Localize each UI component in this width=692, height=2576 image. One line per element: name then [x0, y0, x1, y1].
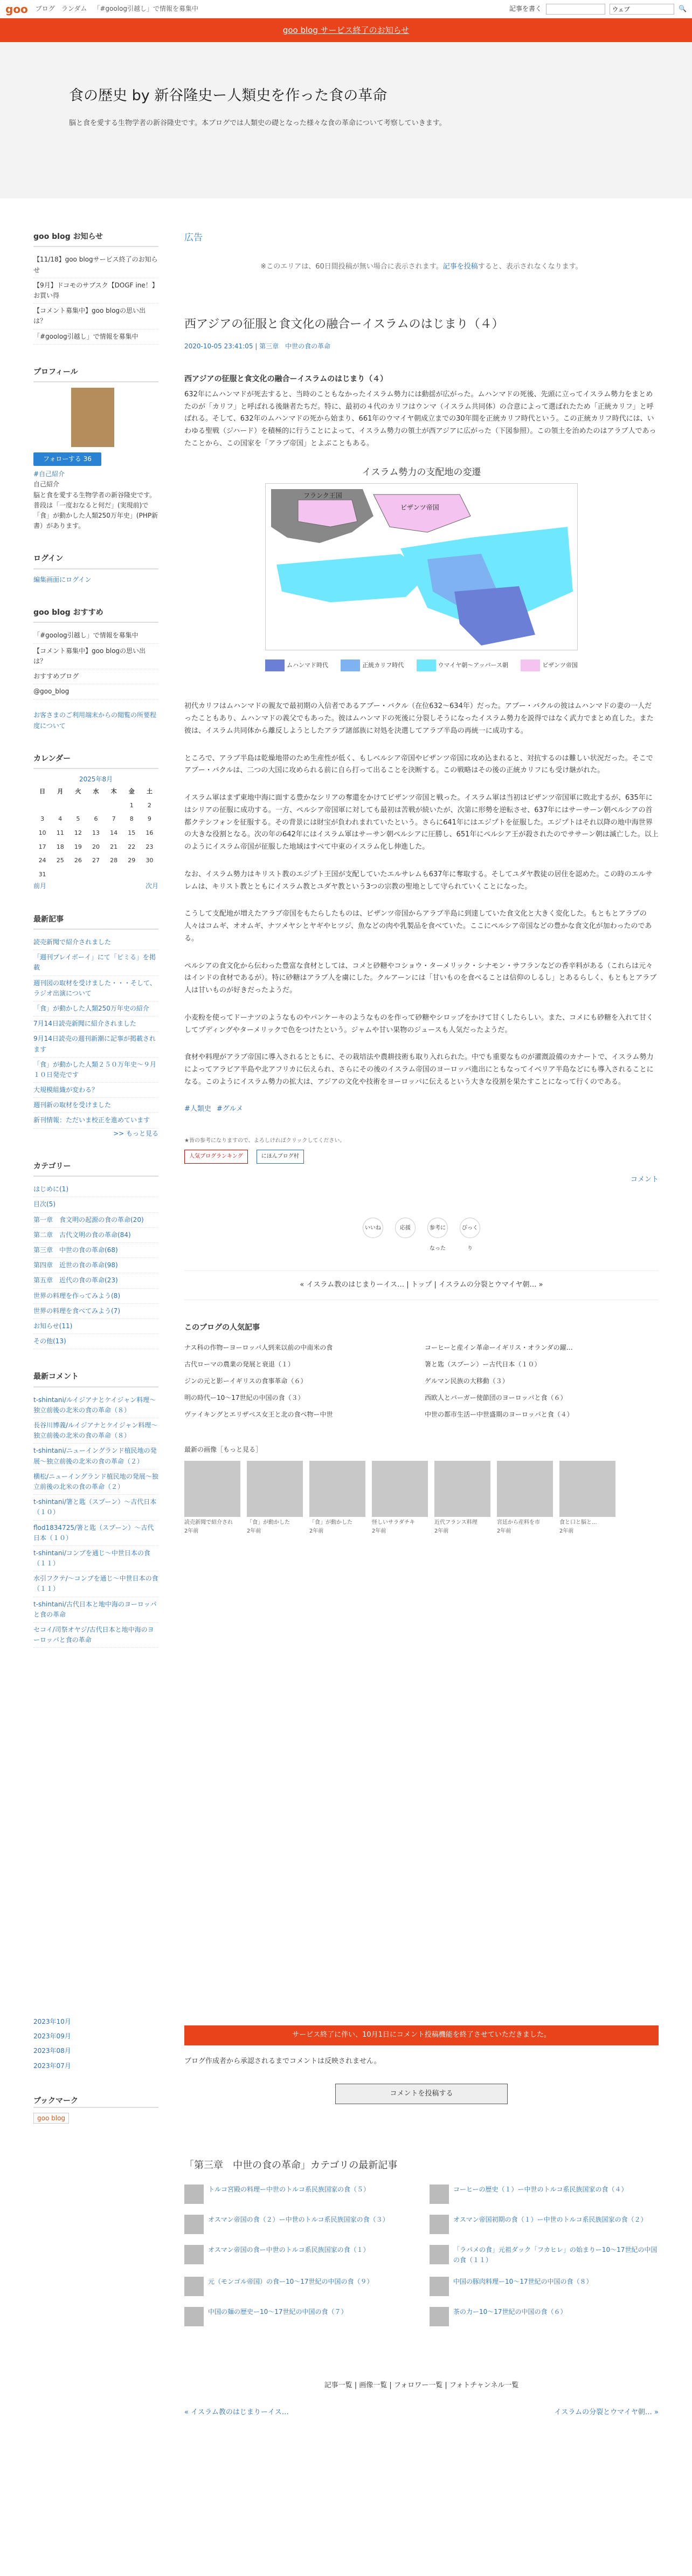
cal-day: 26 [74, 857, 82, 864]
cal-day: 4 [58, 815, 63, 823]
cal-head: 火 [75, 788, 81, 795]
cal-head: 月 [57, 788, 64, 795]
comment-item[interactable]: 横松/ニューイングランド植民地の発展～独立前後の北米の食の革命（２） [33, 1469, 158, 1495]
comments-section [33, 1371, 158, 1648]
photo-thumb[interactable] [497, 1461, 553, 1536]
cal-day: 15 [128, 829, 136, 837]
article-date: 2020-10-05 23:41:05 [184, 342, 253, 351]
photo-thumb[interactable] [184, 1461, 240, 1536]
category-latest-link[interactable]: コーヒーの歴史（１）ー中世のトルコ系民族国家の食（４） [453, 2186, 628, 2194]
tag-link[interactable]: #人類史 [184, 1104, 211, 1113]
islam-territory-map [265, 483, 578, 650]
follow-count: 36 [83, 455, 92, 463]
article-paragraph: 食材や料理がアラブ帝国に導入されるとともに、その栽培法や農耕技術も取り入れられた。中でも重要なものが灌漑設備のカナートで、イスラム勢力によってアラビア半島や北アフリカに伝えられ、さらにその後のイスラム帝国のヨーロッパ進出にともなってイベリア半島などにも導入されることになる。このようにイスラム勢力の拡大は、アジアの文化や技術をヨーロッパに伝えるという大きな役割を果たすことになって行くのである。 [184, 1053, 654, 1086]
recent-item[interactable]: 大規模組織が変わる？ [33, 1083, 158, 1098]
cal-day: 8 [129, 815, 134, 823]
popular-item[interactable]: 古代ローマの農業の発展と衰退（１） [184, 1360, 295, 1368]
notice-item[interactable]: 【11/18】goo blogサービス終了のお知らせ [33, 252, 158, 278]
category-latest-item[interactable] [184, 2245, 413, 2265]
cal-day [105, 799, 123, 813]
cal-day [69, 868, 87, 882]
legend-item [417, 660, 508, 671]
comment-item[interactable]: t-shintani/ルイジアナとケイジャン料理～独立前後の北米の食の革命（８） [33, 1393, 158, 1418]
bookmark-link[interactable]: goo blog [33, 2113, 69, 2124]
popular-item[interactable]: 明の時代ー10〜17世紀の中国の食（３） [184, 1394, 305, 1402]
popular-item[interactable]: ジンの元と影ーイギリスの食事革命（６） [184, 1377, 307, 1385]
recommend-item[interactable]: 【コメント募集中】goo blogの思い出は？ [33, 644, 158, 669]
cal-day: 11 [56, 829, 64, 837]
ad-label: 広告 [184, 232, 203, 243]
recommend-note[interactable]: お客さまのご利用端末からの閲覧の所要程度について [33, 711, 157, 730]
photo-caption: 宮廷から産料を市 [497, 1519, 540, 1526]
photo-image [309, 1461, 365, 1517]
rank-banner-2[interactable]: にほんブログ村 [257, 1150, 304, 1164]
map-legend [265, 660, 578, 671]
legend-item [341, 660, 404, 671]
ad-note-text: ※このエリアは、60日間投稿が無い場合に表示されます。 [260, 263, 443, 271]
category-latest-link[interactable]: 茶の力ー10〜17世紀の中国の食（６） [453, 2307, 567, 2316]
profile-text: 脳と食を愛する生物学者の新谷隆史です。普段は「一度おなると何だ」(実現前)で「食」が動かした人類250万年史」(PHP新書）があります。 [33, 491, 158, 530]
photo-image [497, 1461, 553, 1517]
comment-item[interactable]: 長谷川博義/ルイジアナとケイジャン料理～独立前後の北米の食の革命（８） [33, 1418, 158, 1444]
comment-main [184, 2004, 659, 2419]
banner-text[interactable]: goo blog サービス終了のお知らせ [282, 25, 410, 35]
photo-date: 2年前 [497, 1528, 511, 1534]
photo-caption: 食と口と脳と... [559, 1519, 597, 1526]
cal-day: 12 [74, 829, 82, 837]
photo-thumb[interactable] [309, 1461, 365, 1536]
notice-heading: goo blog お知らせ [33, 231, 158, 247]
cal-day: 29 [128, 857, 136, 864]
photo-thumb[interactable] [372, 1461, 428, 1536]
cal-day: 1 [129, 801, 134, 809]
thumb-image [184, 2307, 204, 2326]
cal-day: 5 [76, 815, 80, 823]
calendar-table [33, 785, 158, 881]
archive-item[interactable]: 2023年10月 [33, 2018, 71, 2025]
top-link-goolog[interactable]: 「#goolog引越し」で情報を募集中 [93, 4, 198, 12]
photo-image [559, 1461, 615, 1517]
notice-section [33, 231, 158, 345]
top-bar [0, 0, 692, 18]
legend-label: 正統カリフ時代 [362, 662, 404, 669]
cal-day: 24 [38, 857, 46, 864]
legend-label: ビザンツ帝国 [542, 662, 578, 669]
thumb-image [430, 2245, 449, 2264]
calendar-prev[interactable]: 前月 [33, 882, 47, 890]
category-latest-link[interactable]: オスマン帝国の食ー中世のトルコ系民族国家の食（１） [208, 2246, 370, 2254]
search-scope-select[interactable] [610, 4, 674, 15]
category-item[interactable]: 第四章 近世の食の革命(98) [33, 1258, 158, 1273]
comment-item[interactable]: t-shintani/コンブを通じ～中世日本の食（１１） [33, 1546, 158, 1571]
article-meta: 2020-10-05 23:41:05 | 第三章 中世の食の革命 [184, 342, 331, 351]
next-article-link[interactable]: イスラムの分裂とウマイヤ朝… » [554, 2408, 659, 2417]
calendar-section [33, 753, 158, 892]
article-paragraph: 632年にムハンマドが死去すると、当時のこともなかったイスラム勢力には動揺が広がった。ムハンマドの死後、先頭に立ってイスラム勢力をまとめたのが「カリフ」と呼ばれる後継者たちだ。特に、最初の４代のカリフはウンマ（イスラム共同体）の合意によって選ばれたため「正統カリフ」と呼ばれる。そして、632年のムハンマドの死から始まり、661年のウマイヤ朝成立までの30年間を正統カリフ時代という。この正統カリフ時代には、いわゆる聖戦（ジハード）を積極的に行うことによって、イスラム勢力の領土が西アジアに広がった（下図参照）。この領土を治めたのはアラブ人であったことから、この国家を「アラブ帝国」とよぶこともある。 [184, 390, 656, 448]
legend-item [521, 660, 578, 671]
calendar-next[interactable]: 次月 [145, 882, 158, 890]
comment-approval-note: ブログ作成者から承認されるまでコメントは反映されません。 [184, 2057, 381, 2065]
comment-item[interactable]: t-shintani/古代日本と地中海のヨーロッパと食の革命 [33, 1597, 158, 1623]
photo-image [184, 1461, 240, 1517]
calendar-nav [33, 881, 158, 891]
top-link-blog[interactable]: ブログ [35, 4, 55, 12]
category-item[interactable]: 世界の料理を食べてみよう(7) [33, 1304, 158, 1319]
profile-name: 自己紹介 [33, 480, 60, 489]
category-item[interactable]: はじめに(1) [33, 1182, 158, 1197]
popular-item[interactable]: 箸と匙（スプーン）ー古代日本（１０） [425, 1360, 541, 1368]
map-figure [265, 465, 578, 672]
rank-banner-1[interactable]: 人気ブログランキング [184, 1150, 248, 1164]
category-latest-item[interactable] [430, 2307, 659, 2326]
blog-description: 脳と食を愛する生物学者の新谷隆史です。本ブログでは人類史の礎となった様々な食の革命について考察していきます。 [69, 119, 446, 128]
goo-logo[interactable]: goo [5, 2, 28, 16]
article-paragraph: ペルシアの食文化から伝わった豊富な食材としては、コメと砂糖やコショウ・ターメリック・シナモン・サフランなどの香辛料がある（これらは元々はインドの食材であるが）。特に砂糖はアラブ人を虜にした。クルアーンには「甘いものを食べることは信仰のしるし」とあるらしく、もともとアラブ人は甘いものが好きだったようだ。 [184, 961, 657, 995]
ad-note [184, 262, 659, 273]
profile-link[interactable]: #自己紹介 [33, 470, 65, 478]
category-latest-item[interactable] [184, 2307, 413, 2326]
photo-thumb[interactable] [247, 1461, 303, 1536]
recommend-item[interactable]: @goo_blog [33, 684, 158, 699]
login-heading: ログイン [33, 553, 158, 569]
comment-item[interactable]: 水引フクテ/～コンブを通じ～中世日本の食（１１） [33, 1571, 158, 1597]
category-latest-item[interactable] [430, 2277, 659, 2296]
popular-item[interactable]: ナス科の作物ーヨーロッパ人到来以前の中南米の食 [184, 1343, 333, 1351]
comment-area [0, 2004, 692, 2576]
legend-item [265, 660, 328, 671]
reaction-like[interactable]: いいね [363, 1218, 383, 1238]
category-latest-link[interactable]: オスマン帝国初期の食（１）ー中世のトルコ系民族国家の食（２） [453, 2216, 647, 2224]
recent-heading: 最新記事 [33, 913, 158, 930]
comment-item[interactable]: t-shintani/箸と匙（スプーン）～古代日本（１０） [33, 1495, 158, 1520]
map-label-frank: フランク王国 [303, 491, 342, 499]
reaction-helpful[interactable]: 参考になった [427, 1218, 448, 1238]
cal-head: 金 [128, 788, 135, 795]
cal-day [105, 868, 123, 882]
recommend-item[interactable]: おすすめブログ [33, 669, 158, 684]
cal-day: 13 [92, 829, 100, 837]
follow-label: フォローする [43, 455, 81, 463]
content-area [0, 198, 692, 2005]
service-end-banner[interactable] [0, 18, 692, 42]
photo-caption: 「食」が動かした [247, 1519, 290, 1526]
cal-day: 25 [56, 857, 64, 864]
blog-header [0, 42, 692, 198]
cal-day: 20 [92, 843, 100, 850]
article-title[interactable]: 西アジアの征服と食文化の融合ーイスラムのはじまり（４） [184, 317, 504, 331]
sidebar [33, 231, 158, 1670]
cal-day: 3 [40, 815, 45, 823]
bookmark-heading: ブックマーク [33, 2095, 158, 2108]
recent-item[interactable]: 「食」が動かした人類２５０万年史～９月１０日発売です [33, 1057, 158, 1083]
notice-item[interactable]: 「#goolog引越し」で情報を募集中 [33, 329, 158, 345]
rank-banners [184, 1150, 659, 1164]
cal-day: 7 [112, 815, 116, 823]
category-latest-link[interactable]: 中国の麺の歴史ー10〜17世紀の中国の食（７） [208, 2307, 348, 2316]
cal-day: 9 [147, 815, 151, 823]
article-paragraph: ところで、アラブ半島は乾燥地帯のため生産性が低く、もしベルシア帝国やビザンツ帝国に攻め込まれると、対抗するのは難しい状況だった。そこでアブー・バクルは、二つの大国に攻められる前に自ら打って出ることを決断する。この戦略はその後の正統カリフにも受け継がれた。 [184, 754, 653, 775]
cal-day: 17 [38, 843, 46, 850]
recent-item[interactable]: 9月14日読売の週刊新潮に記事が掲載されます [33, 1032, 158, 1057]
ad-note-link[interactable]: 記事を投稿 [442, 263, 478, 271]
reaction-cheer[interactable]: 応援 [395, 1218, 416, 1238]
avatar[interactable] [71, 388, 114, 447]
category-latest-link[interactable]: オスマン帝国の食（２）ー中世のトルコ系民族国家の食（３） [208, 2216, 389, 2224]
category-item[interactable]: 第三章 中世の食の革命(68) [33, 1243, 158, 1258]
recent-item[interactable]: 新刊情報：ただいま校正を進めています [33, 1113, 158, 1128]
top-link-random[interactable]: ランダム [61, 4, 87, 12]
cal-day: 18 [56, 843, 64, 850]
cal-head: 日 [39, 788, 46, 795]
thumb-image [430, 2215, 449, 2234]
recent-section [33, 913, 158, 1139]
archive-item[interactable]: 2023年07月 [33, 2062, 71, 2070]
article-paragraph: なお、イスラム勢力はキリスト教のエジプト王国が支配していたエルサレムも637年に奪取する。そしてユダヤ教徒の居住を認めた。この時のエルサレムは、キリスト教とともにイスラム教とユダヤ教という3つの宗教の聖地として守られていくことになった。 [184, 870, 653, 891]
photo-caption: 怪しいサラダチキ [372, 1519, 415, 1526]
popular-item[interactable]: ゲルマン民族の大移動（３） [425, 1377, 509, 1385]
photo-date: 2年前 [434, 1528, 449, 1534]
article-subhead: 西アジアの征服と食文化の融合ーイスラムのはじまり（４） [184, 375, 388, 384]
ad-note-text: すると、表示されなくなります。 [478, 263, 583, 271]
main-column [184, 231, 659, 1536]
comment-item[interactable]: t-shintani/ニューイングランド植民地の発展～独立前後の北米の食の革命（２） [33, 1444, 158, 1469]
photo-date: 2年前 [559, 1528, 574, 1534]
photo-thumb[interactable] [434, 1461, 490, 1536]
category-latest-heading: 「第三章 中世の食の革命」カテゴリの最新記事 [184, 2160, 398, 2172]
cal-day: 21 [110, 843, 118, 850]
thumb-image [430, 2185, 449, 2204]
archive-item[interactable]: 2023年09月 [33, 2032, 71, 2041]
thumb-image [184, 2215, 204, 2234]
blog-title[interactable]: 食の歴史 by 新谷隆史ー人類史を作った食の革命 [69, 87, 387, 104]
article-category[interactable]: 第三章 中世の食の革命 [259, 342, 331, 351]
recommend-heading: goo blog おすすめ [33, 607, 158, 623]
cal-day: 2 [147, 801, 151, 809]
notice-item[interactable]: 【コメント募集中】goo blogの思い出は？ [33, 304, 158, 329]
cal-day [33, 799, 51, 813]
more-link[interactable]: >> もっと見る [113, 1129, 158, 1137]
photo-date: 2年前 [372, 1528, 386, 1534]
recommend-item[interactable]: 「#goolog引越し」で情報を募集中 [33, 628, 158, 643]
thumb-image [184, 2185, 204, 2204]
cal-day: 31 [38, 870, 46, 878]
category-item[interactable]: 世界の料理を作ってみよう(8) [33, 1289, 158, 1304]
photo-strip [184, 1461, 659, 1536]
photo-caption: 「食」が動かした [309, 1519, 352, 1526]
photo-date: 2年前 [247, 1528, 261, 1534]
article-paragraph: 小麦粉を使ってドーナツのようなものやパンケーキのようなものを作って砂糖やシロップをかけて甘くしたらしい。また、コメにも砂糖を入れて甘くしてプディングやターメリックで色をつけたという。ジャムや甘い果物のジュースも人気だったようだ。 [184, 1013, 654, 1034]
cal-head: 水 [93, 788, 99, 795]
comment-closed-notice: サービス終了に伴い、10月1日にコメント投稿機能を終了させていただきました。 [184, 2025, 659, 2045]
category-latest-item[interactable] [184, 2277, 413, 2296]
comment-item[interactable]: セコイ/司祭オヤジ/古代日本と地中海のヨーロッパと食の革命 [33, 1623, 158, 1648]
photo-caption: 近代フランス料理 [434, 1519, 478, 1526]
article-pager[interactable]: « イスラム教のはじまりーイス… | トップ | イスラムの分裂とウマイヤ朝… » [184, 1270, 659, 1300]
cal-day: 16 [146, 829, 154, 837]
recent-item[interactable]: 読売新聞で紹介されました [33, 935, 158, 950]
legend-label: ウマイヤ朝〜アッバース朝 [438, 662, 508, 669]
sidebar-lower [33, 2004, 158, 2124]
category-item[interactable]: 第五章 近代の食の革命(23) [33, 1273, 158, 1288]
cal-day: 23 [146, 843, 154, 850]
category-item[interactable]: 第一章 食文明の起源の食の革命(20) [33, 1213, 158, 1228]
cal-day [51, 868, 69, 882]
search-icon[interactable]: 🔍 [679, 4, 687, 12]
top-right [509, 4, 687, 15]
category-latest-list [184, 2185, 659, 2326]
cal-head: 木 [110, 788, 117, 795]
cal-day [87, 868, 105, 882]
cal-day [51, 799, 69, 813]
bottom-pager [184, 2407, 659, 2419]
category-latest-item[interactable] [184, 2185, 413, 2204]
comment-item[interactable]: flod1834725/箸と匙（スプーン）～古代日本（１０） [33, 1521, 158, 1546]
reaction-surprise[interactable]: びっくり [460, 1218, 480, 1238]
category-item[interactable]: お知らせ(11) [33, 1319, 158, 1334]
photo-caption: 読売新聞で紹介され [184, 1519, 233, 1526]
photo-date: 2年前 [184, 1528, 199, 1534]
category-latest-item[interactable] [430, 2245, 659, 2265]
category-item[interactable]: その他(13) [33, 1334, 158, 1349]
login-link[interactable]: 編集画面にログイン [33, 575, 92, 583]
rank-note: ★皆の参考になりますので、よろしければクリックしてください。 [184, 1137, 345, 1144]
cal-day [123, 868, 141, 882]
category-item[interactable]: 第二章 古代文明の食の革命(84) [33, 1228, 158, 1243]
category-latest [184, 2158, 659, 2326]
popular-item[interactable]: 中世の都市生活ー中世盛期のヨーロッパと食（４） [425, 1411, 573, 1419]
popular-item[interactable]: ヴァイキングとエリザベス女王と北の食べ物ー中世 [184, 1411, 333, 1419]
category-section [33, 1160, 158, 1349]
thumb-image [184, 2277, 204, 2296]
legend-label: ムハンマド時代 [287, 662, 328, 669]
tag-list [184, 1104, 659, 1115]
calendar-heading: カレンダー [33, 753, 158, 769]
category-latest-item[interactable] [430, 2185, 659, 2204]
category-latest-item[interactable] [184, 2215, 413, 2234]
cal-day: 14 [110, 829, 118, 837]
recent-item[interactable]: 「食」が動かした人類250万年史の紹介 [33, 1001, 158, 1016]
cal-day: 6 [94, 815, 98, 823]
follow-button[interactable] [33, 452, 101, 466]
search-input[interactable] [546, 4, 605, 15]
cal-day: 19 [74, 843, 82, 850]
popular-heading: このブログの人気記事 [184, 1323, 260, 1332]
recent-item[interactable]: 週刊新の取材を受けました [33, 1098, 158, 1113]
photos-heading: 最新の画像［もっと見る］ [184, 1446, 262, 1454]
cal-day: 10 [38, 829, 46, 837]
article-paragraph: イスラム軍はまず東地中海に面する豊かなシリアの奪還をかけてビザンツ帝国と戦った。イスラム軍は当初はビザンツ帝国軍に敗北するが、635年にはシリアの征服に成功する。一方、ペルシア帝国軍に対しても最初は苦戦が続いたが、次第に形勢を逆転させ、637年にはサーサーン朝ペルシアの首都クテシフォンを征服する。その背景には財宝が負われまれていたという。さらに641年にはエジプトを征服した。エジプトはそれ以降の地中海世界の大きな役割となる。次の年の642年にはイスラム軍はサーサン朝ペルシアに圧勝し、651年にペルシア王が殺されたのでササーン朝は滅亡した。以上のようにイスラム帝国が征服した地域はすべて中東のイスラム化し伸進した。 [184, 794, 659, 851]
map-label-byzantine: ビザンツ帝国 [400, 503, 439, 511]
photo-thumb[interactable] [559, 1461, 615, 1536]
thumb-image [430, 2277, 449, 2296]
article-body [184, 373, 659, 1088]
archive-item[interactable]: 2023年08月 [33, 2047, 71, 2055]
prev-article-link[interactable]: « イスラム教のはじまりーイス… [184, 2408, 289, 2417]
tag-link[interactable]: #グルメ [216, 1104, 244, 1113]
cal-day: 28 [110, 857, 118, 864]
category-heading: カテゴリー [33, 1160, 158, 1177]
cal-day [69, 799, 87, 813]
recent-item[interactable]: 週刊図の取材を受けました・・・そして、ラジオ出演について [33, 976, 158, 1001]
map-title: イスラム勢力の支配地の変遷 [362, 466, 481, 478]
cal-day: 22 [128, 843, 136, 850]
reaction-bar [184, 1218, 659, 1252]
category-latest-link[interactable]: トルコ宮殿の料理ー中世のトルコ系民族国家の食（５） [208, 2186, 370, 2194]
photo-image [247, 1461, 303, 1517]
profile-section [33, 366, 158, 532]
recent-item[interactable]: 7月14日読売新聞に紹介されました [33, 1016, 158, 1032]
thumb-image [430, 2307, 449, 2326]
post-comment-button[interactable]: コメントを投稿する [335, 2084, 508, 2105]
photo-image [434, 1461, 490, 1517]
comments-heading: 最新コメント [33, 1371, 158, 1387]
category-latest-link[interactable]: 元（モンゴル帝国）の食ー10〜17世紀の中国の食（９） [208, 2277, 373, 2285]
footer-links[interactable]: 記事一覧 | 画像一覧 | フォロワー一覧 | フォトチャンネル一覧 [324, 2381, 519, 2389]
comment-link[interactable]: コメント [630, 1175, 659, 1184]
cal-day: 30 [146, 857, 154, 864]
photo-date: 2年前 [309, 1528, 324, 1534]
thumb-image [184, 2245, 204, 2264]
category-item[interactable]: 目次(5) [33, 1197, 158, 1212]
login-section [33, 553, 158, 585]
popular-list [184, 1339, 659, 1424]
cal-day [141, 868, 158, 882]
notice-item[interactable]: 【9月】ドコモのサブスク【DOGF ine！】お買い得 [33, 278, 158, 304]
cal-day: 27 [92, 857, 100, 864]
cal-day [87, 799, 105, 813]
popular-item[interactable]: コーヒーと産イン革命ーイギリス・オランダの躍… [425, 1343, 573, 1351]
cal-head: 土 [146, 788, 153, 795]
photo-image [372, 1461, 428, 1517]
recommend-section [33, 607, 158, 731]
article-paragraph: 初代カリフはムハンマドの親友で最初期の入信者であるアブー・バクル（在位632〜634年）だった。アブー・バクルの彼はムハンマドの妻の一人だったこともあり、ムハンマドの義父でもあった。彼はムハンマドの死後に分裂しそうになったイスラム勢力を説得ではなく武力でまとめ直した。また彼は、イスラム共同体から離反しようとしたアラブ諸部族に対処を決選してアラブ半島の再統一に成功する。 [184, 702, 654, 735]
article-paragraph: こうして支配地が増えたアラブ帝国をもたらしたものは、ビザンツ帝国からアラブ半島に到達していた食文化と大きく変化した。もともとアラブの人々はコムギ、オオムギ、ナツメヤシとヤギやヒツジ、魚などの肉や乳製品を食べていた。ここにペルシア帝国などの豊かな食文化が加わったのである。 [184, 910, 652, 943]
category-latest-link[interactable]: 中国の豚肉料理ー10〜17世紀の中国の食（８） [453, 2277, 593, 2285]
calendar-month: 2025年8月 [79, 775, 113, 784]
category-latest-item[interactable] [430, 2215, 659, 2234]
popular-item[interactable]: 西欧人とバーガー使節団のヨーロッパと食（６） [425, 1394, 567, 1402]
write-article-link[interactable]: 記事を書く [509, 4, 542, 12]
recent-item[interactable]: 「週刊プレイボーイ」にて「ビミる」を掲載 [33, 950, 158, 976]
profile-heading: プロフィール [33, 366, 158, 382]
category-latest-link[interactable]: 「ラパメの食」元祖ダック「フカヒレ」の始まりー10〜17世紀の中国の食（１１） [453, 2246, 658, 2264]
